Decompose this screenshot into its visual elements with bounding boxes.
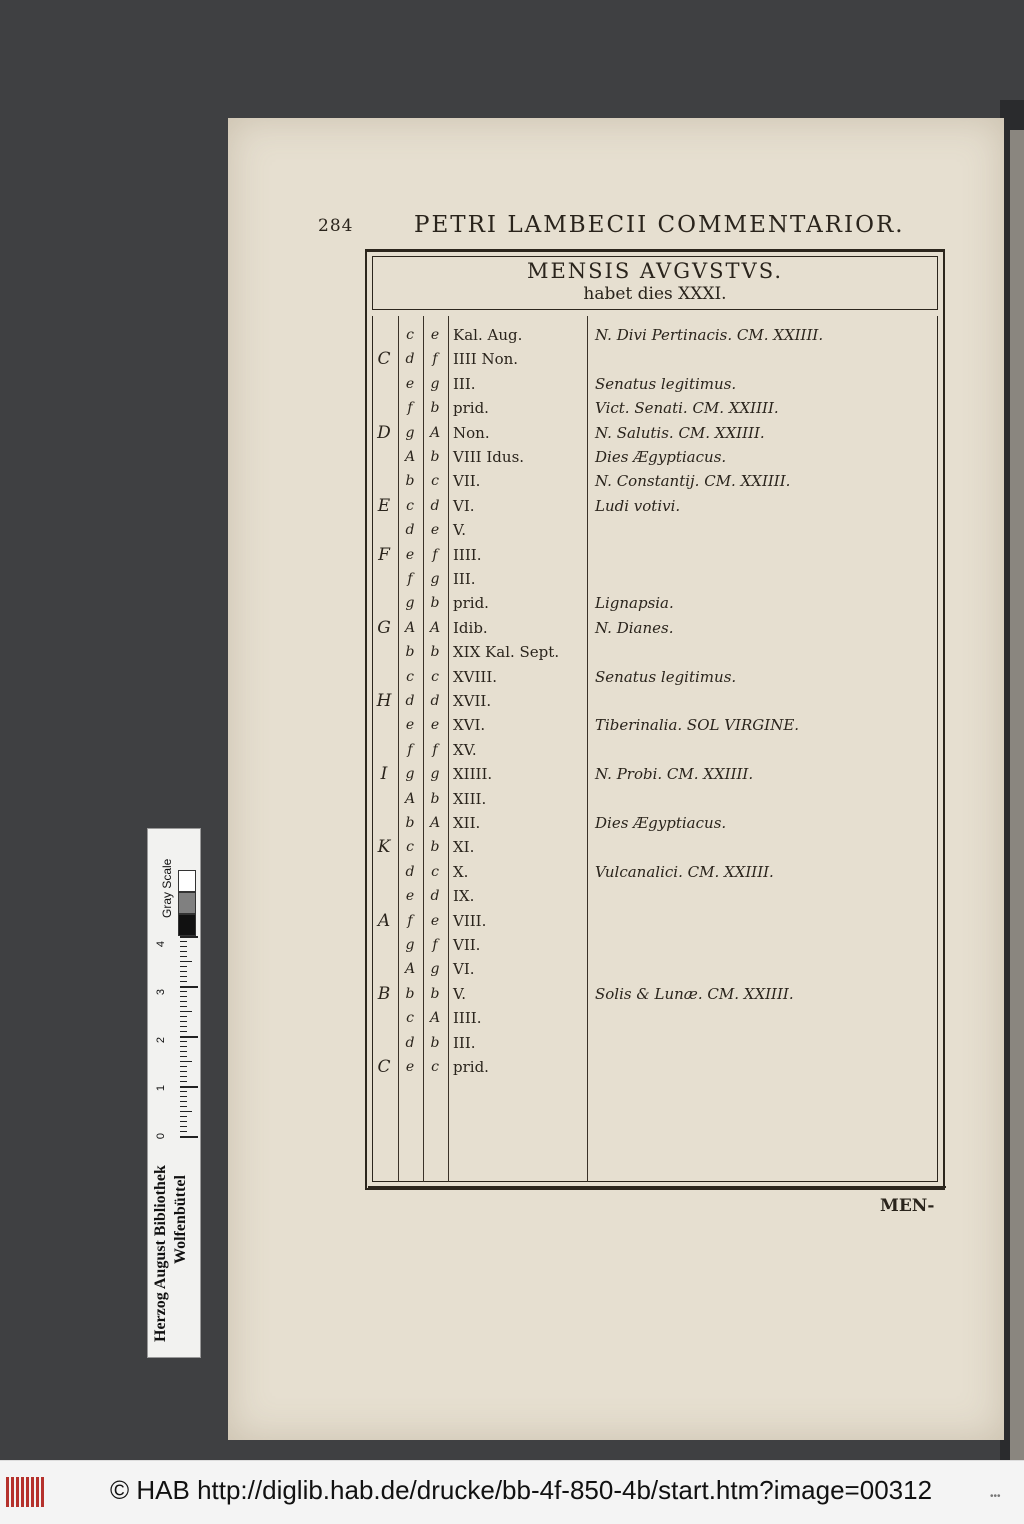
column-rule <box>448 316 449 1182</box>
dominical-letter: f <box>407 742 413 758</box>
day-name: III. <box>453 570 476 588</box>
day-note: Lignapsia. <box>595 594 674 612</box>
day-name: VI. <box>453 960 475 978</box>
dominical-letter: d <box>405 522 415 538</box>
dominical-letter-alt: c <box>431 669 439 685</box>
day-name: Non. <box>453 424 490 442</box>
dominical-letter: c <box>406 498 414 514</box>
dominical-letter: b <box>405 986 415 1002</box>
ruler-tick <box>180 1031 187 1032</box>
day-name: XI. <box>453 838 475 856</box>
day-note: Tiberinalia. SOL VIRGINE. <box>595 716 800 734</box>
nundinal-letter: H <box>376 691 392 711</box>
dominical-letter: g <box>405 937 415 953</box>
day-name: XVIII. <box>453 668 498 686</box>
frame-bottom-rule <box>368 1186 946 1188</box>
dominical-letter-alt: f <box>432 547 438 563</box>
column-rule <box>587 316 588 1182</box>
day-name: Idib. <box>453 619 488 637</box>
ruler-tick <box>180 1006 187 1007</box>
day-name: VIII. <box>453 912 487 930</box>
dominical-letter: g <box>405 766 415 782</box>
day-note: Vict. Senati. CM. XXIIII. <box>595 399 779 417</box>
day-note: Solis & Lunæ. CM. XXIIII. <box>595 985 794 1003</box>
dominical-letter: f <box>407 571 413 587</box>
dominical-letter: c <box>406 669 414 685</box>
dominical-letter-alt: f <box>432 742 438 758</box>
day-name: VI. <box>453 497 475 515</box>
nundinal-letter: E <box>377 496 391 516</box>
day-name: XV. <box>453 741 477 759</box>
dominical-letter-alt: A <box>429 815 441 831</box>
dominical-letter: b <box>405 644 415 660</box>
ruler-tick <box>180 976 187 977</box>
dominical-letter: f <box>407 400 413 416</box>
day-name: VII. <box>453 936 481 954</box>
nundinal-letter: A <box>377 911 391 931</box>
day-name: prid. <box>453 594 489 612</box>
dominical-letter-alt: d <box>430 888 440 904</box>
ruler-tick <box>180 1036 198 1038</box>
day-note: N. Constantij. CM. XXIIII. <box>595 472 791 490</box>
dominical-letter: b <box>405 815 415 831</box>
day-note: Senatus legitimus. <box>595 668 737 686</box>
dominical-letter: e <box>405 1059 415 1075</box>
day-note: Dies Ægyptiacus. <box>595 448 727 466</box>
dominical-letter-alt: b <box>430 791 440 807</box>
dominical-letter-alt: A <box>429 1010 441 1026</box>
ruler-tick <box>180 1021 187 1022</box>
dominical-letter-alt: f <box>432 937 438 953</box>
dominical-letter: c <box>406 1010 414 1026</box>
dominical-letter-alt: e <box>430 327 440 343</box>
ruler-number: 0 <box>155 1132 168 1140</box>
nundinal-letter: D <box>377 423 391 443</box>
day-name: IIII Non. <box>453 350 519 368</box>
dominical-letter-alt: c <box>431 864 439 880</box>
catchword: MEN- <box>880 1196 935 1216</box>
day-name: IIII. <box>453 1009 482 1027</box>
dominical-letter: A <box>404 620 416 636</box>
page-number: 284 <box>318 216 354 236</box>
day-name: III. <box>453 375 476 393</box>
dominical-letter-alt: b <box>430 839 440 855</box>
dominical-letter: b <box>405 473 415 489</box>
ruler-tick <box>180 981 187 982</box>
dominical-letter: d <box>405 693 415 709</box>
ruler-tick <box>180 1001 187 1002</box>
ruler-tick <box>180 996 187 997</box>
ruler-tick <box>180 991 187 992</box>
day-name: IIII. <box>453 546 482 564</box>
dominical-letter-alt: c <box>431 473 439 489</box>
dominical-letter-alt: e <box>430 522 440 538</box>
day-name: XIX Kal. Sept. <box>453 643 560 661</box>
day-note: Dies Ægyptiacus. <box>595 814 727 832</box>
nundinal-letter: C <box>377 1057 391 1077</box>
day-name: VII. <box>453 472 481 490</box>
nundinal-letter: I <box>380 764 388 784</box>
page-header <box>318 212 938 246</box>
day-name: XVII. <box>453 692 492 710</box>
dominical-letter-alt: b <box>430 449 440 465</box>
dominical-letter: f <box>407 913 413 929</box>
ruler-number: 3 <box>155 988 168 996</box>
day-name: XIII. <box>453 790 487 808</box>
dominical-letter: A <box>404 791 416 807</box>
ruler-tick <box>180 1046 187 1047</box>
dominical-letter: g <box>405 425 415 441</box>
hab-logo-icon <box>6 1477 50 1507</box>
dominical-letter-alt: A <box>429 620 441 636</box>
dominical-letter: d <box>405 351 415 367</box>
ruler-tick <box>180 941 187 942</box>
ruler-tick <box>180 1041 187 1042</box>
gray-swatch-black <box>178 914 196 936</box>
day-name: IX. <box>453 887 475 905</box>
day-note: Ludi votivi. <box>595 497 681 515</box>
ruler-institution-city: Wolfenbüttel <box>172 1175 189 1264</box>
footer-url[interactable]: © HAB http://diglib.hab.de/drucke/bb-4f-850-4b/start.htm?image=00312 <box>110 1475 933 1505</box>
nundinal-letter: G <box>377 618 391 638</box>
dominical-letter-alt: e <box>430 717 440 733</box>
dominical-letter: e <box>405 547 415 563</box>
day-name: III. <box>453 1034 476 1052</box>
ruler-tick <box>180 986 198 988</box>
day-name: X. <box>453 863 469 881</box>
ruler-tick <box>180 1116 187 1117</box>
ruler-number: 4 <box>155 940 168 948</box>
dominical-letter-alt: g <box>430 766 440 782</box>
ruler-tick <box>180 1096 187 1097</box>
ruler-tick <box>180 1066 187 1067</box>
day-name: XII. <box>453 814 481 832</box>
ruler-tick <box>180 1136 198 1138</box>
ruler-ticks <box>180 936 198 1136</box>
dominical-letter-alt: b <box>430 400 440 416</box>
ruler-tick <box>180 946 187 947</box>
dominical-letter-alt: g <box>430 571 440 587</box>
footer-bar <box>0 1460 1024 1524</box>
footer-more-icon[interactable]: ••• <box>990 1491 1001 1502</box>
dominical-letter: d <box>405 1035 415 1051</box>
day-name: prid. <box>453 1058 489 1076</box>
day-note: Vulcanalici. CM. XXIIII. <box>595 863 774 881</box>
ruler-tick <box>180 1121 187 1122</box>
day-note: N. Dianes. <box>595 619 674 637</box>
dominical-letter: e <box>405 888 415 904</box>
ruler-tick <box>180 1051 187 1052</box>
dominical-letter-alt: b <box>430 1035 440 1051</box>
month-subtitle: habet dies XXXI. <box>583 284 727 304</box>
day-name: V. <box>453 521 466 539</box>
day-name: XIIII. <box>453 765 493 783</box>
ruler-tick <box>180 1131 187 1132</box>
day-name: prid. <box>453 399 489 417</box>
day-note: N. Salutis. CM. XXIIII. <box>595 424 765 442</box>
ruler-tick <box>180 956 187 957</box>
dominical-letter: e <box>405 376 415 392</box>
month-title-box <box>372 256 938 310</box>
dominical-letter-alt: d <box>430 498 440 514</box>
day-name: Kal. Aug. <box>453 326 523 344</box>
nundinal-letter: B <box>377 984 391 1004</box>
gray-scale-label: Gray Scale <box>160 858 174 918</box>
day-note: N. Probi. CM. XXIIII. <box>595 765 754 783</box>
month-title: MENSIS AVGVSTVS. <box>526 259 784 283</box>
ruler-tick <box>180 1126 187 1127</box>
day-name: VIII Idus. <box>453 448 525 466</box>
day-name: XVI. <box>453 716 486 734</box>
gray-swatch-mid <box>178 892 196 914</box>
ruler-tick <box>180 1111 192 1112</box>
dominical-letter-alt: A <box>429 425 441 441</box>
ruler-tick <box>180 966 187 967</box>
ruler-tick <box>180 951 187 952</box>
nundinal-letter: C <box>377 349 391 369</box>
nundinal-letter: K <box>377 837 391 857</box>
dominical-letter: g <box>405 595 415 611</box>
dominical-letter-alt: b <box>430 595 440 611</box>
dominical-letter-alt: g <box>430 376 440 392</box>
ruler-tick <box>180 1011 192 1012</box>
ruler-tick <box>180 1076 187 1077</box>
ruler-tick <box>180 961 192 962</box>
dominical-letter-alt: c <box>431 1059 439 1075</box>
running-title: PETRI LAMBECII COMMENTARIOR. <box>414 212 905 238</box>
dominical-letter-alt: b <box>430 986 440 1002</box>
ruler-tick <box>180 1016 187 1017</box>
ruler-tick <box>180 1106 187 1107</box>
day-note: N. Divi Pertinacis. CM. XXIIII. <box>595 326 824 344</box>
ruler-tick <box>180 1056 187 1057</box>
ruler-number: 1 <box>155 1084 168 1092</box>
ruler-tick <box>180 1101 187 1102</box>
dominical-letter: A <box>404 961 416 977</box>
dominical-letter: c <box>406 839 414 855</box>
ruler-tick <box>180 936 198 938</box>
dominical-letter-alt: e <box>430 913 440 929</box>
dominical-letter-alt: g <box>430 961 440 977</box>
dominical-letter-alt: d <box>430 693 440 709</box>
ruler-number: 2 <box>155 1036 168 1044</box>
ruler-tick <box>180 971 187 972</box>
ruler-tick <box>180 1026 187 1027</box>
dominical-letter: A <box>404 449 416 465</box>
gray-swatch-white <box>178 870 196 892</box>
ruler-tick <box>180 1071 187 1072</box>
ruler-tick <box>180 1086 198 1088</box>
ruler-tick <box>180 1061 192 1062</box>
dominical-letter: c <box>406 327 414 343</box>
ruler-tick <box>180 1081 187 1082</box>
nundinal-letter: F <box>378 545 390 565</box>
day-note: Senatus legitimus. <box>595 375 737 393</box>
dominical-letter: d <box>405 864 415 880</box>
dominical-letter-alt: f <box>432 351 438 367</box>
ruler-institution-name: Herzog August Bibliothek <box>152 1165 169 1342</box>
next-page-edge <box>1010 130 1024 1460</box>
ruler-tick <box>180 1091 187 1092</box>
day-name: V. <box>453 985 466 1003</box>
dominical-letter: e <box>405 717 415 733</box>
dominical-letter-alt: b <box>430 644 440 660</box>
